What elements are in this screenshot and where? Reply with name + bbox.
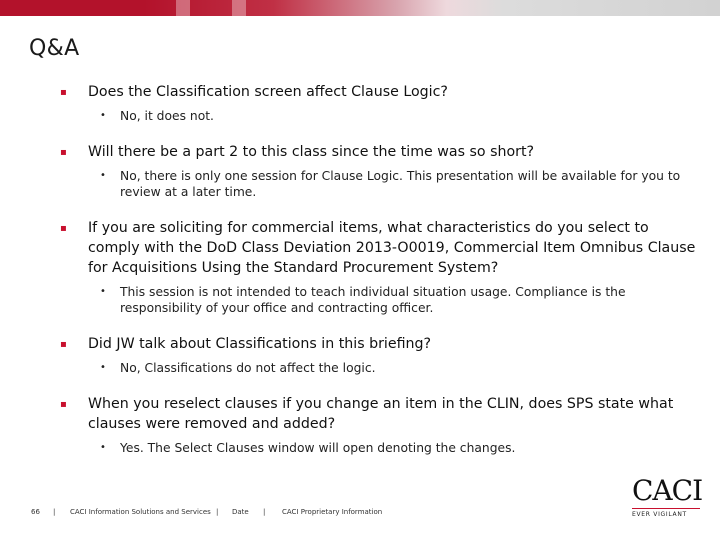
answer-text: No, there is only one session for Clause Logic. This presentation will be available for you to review at a later time.	[120, 169, 681, 199]
question-text: Did JW talk about Classifications in this briefing?	[88, 336, 432, 352]
answer-3	[60, 284, 700, 316]
footer-date: Date	[232, 508, 249, 516]
square-bullet-icon: ▪	[60, 223, 67, 234]
question-text: Will there be a part 2 to this class since the time was so short?	[88, 144, 535, 160]
question-4	[60, 334, 700, 354]
slide-title: Q&A	[29, 36, 80, 61]
question-5	[60, 394, 700, 434]
answer-text: No, it does not.	[120, 109, 214, 123]
question-2	[60, 142, 700, 162]
footer-separator: |	[263, 508, 266, 516]
footer-separator: |	[216, 508, 219, 516]
logo-wordmark: CACI	[632, 474, 703, 507]
dot-bullet-icon: •	[100, 110, 106, 121]
question-text: When you reselect clauses if you change an item in the CLIN, does SPS state what clauses were removed and added?	[88, 396, 674, 432]
square-bullet-icon: ▪	[60, 87, 67, 98]
question-3	[60, 218, 700, 278]
square-bullet-icon: ▪	[60, 147, 67, 158]
dot-bullet-icon: •	[100, 286, 106, 297]
question-1	[60, 82, 700, 102]
answer-2	[60, 168, 700, 200]
footer-separator: |	[53, 508, 56, 516]
question-text: Does the Classification screen affect Clause Logic?	[88, 84, 448, 100]
logo-rule	[632, 508, 700, 509]
caci-logo	[632, 476, 708, 518]
answer-text: This session is not intended to teach individual situation usage. Compliance is the responsibility of your office and contracting officer.	[120, 285, 626, 315]
square-bullet-icon: ▪	[60, 399, 67, 410]
dot-bullet-icon: •	[100, 442, 106, 453]
qa-list	[60, 82, 700, 456]
answer-text: Yes. The Select Clauses window will open denoting the changes.	[120, 441, 516, 455]
footer-company: CACI Information Solutions and Services	[70, 508, 211, 516]
square-bullet-icon: ▪	[60, 339, 67, 350]
footer-proprietary: CACI Proprietary Information	[282, 508, 383, 516]
answer-text: No, Classifications do not affect the logic.	[120, 361, 376, 375]
dot-bullet-icon: •	[100, 170, 106, 181]
header-stripe	[232, 0, 246, 16]
answer-1	[60, 108, 700, 124]
header-bar	[0, 0, 720, 16]
answer-4	[60, 360, 700, 376]
question-text: If you are soliciting for commercial items, what characteristics do you select to comply with the DoD Class Deviation 2013-O0019, Commercial Item Omnibus Clause for Acquisitions Using the Standard Procurement System?	[88, 220, 696, 276]
logo-tagline: EVER VIGILANT	[632, 511, 687, 518]
footer	[0, 506, 720, 520]
answer-5	[60, 440, 700, 456]
dot-bullet-icon: •	[100, 362, 106, 373]
page-number: 66	[31, 508, 40, 516]
header-stripe	[176, 0, 190, 16]
